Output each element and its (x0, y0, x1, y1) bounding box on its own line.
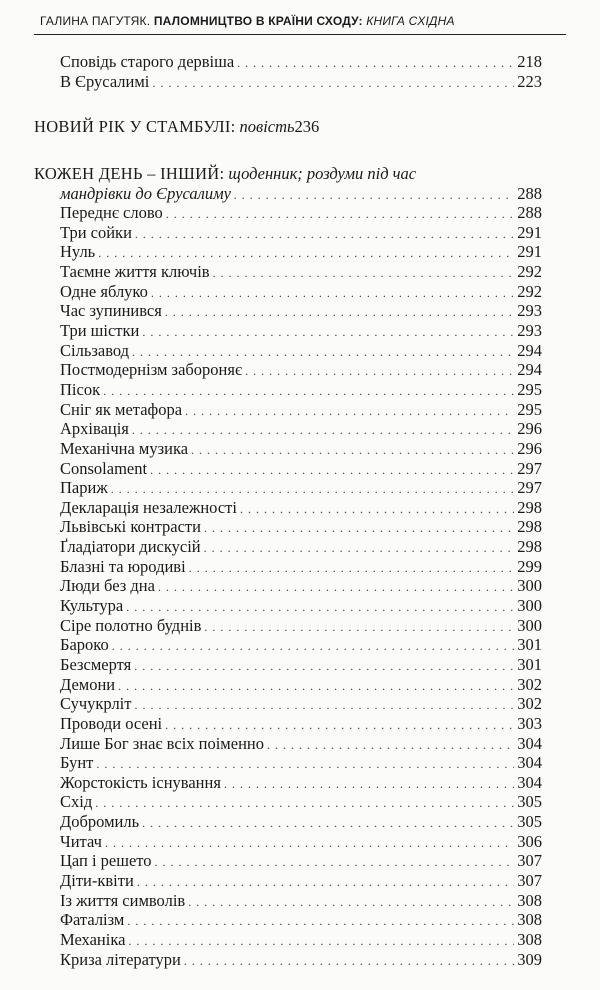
toc-entry (34, 891, 542, 911)
section-new-year (34, 117, 542, 137)
toc-entry (34, 714, 542, 734)
toc-entry-page: 308 (517, 890, 542, 910)
running-header (40, 14, 560, 28)
toc-entry-title: Лише Бог знає всіх поіменно (60, 733, 264, 753)
toc-entry-page: 223 (517, 71, 542, 91)
dot-leader (237, 54, 514, 74)
section-new-year-subtitle: повість (239, 117, 295, 137)
toc-entry-title: Механічна музика (60, 438, 189, 458)
dot-leader (184, 952, 514, 972)
toc-entry (34, 72, 542, 92)
toc-entry-page: 299 (517, 556, 542, 576)
toc-entry-title: Бунт (60, 753, 94, 773)
toc-entry-page: 305 (517, 812, 542, 832)
dot-leader (142, 323, 514, 343)
dot-leader (134, 657, 514, 677)
dot-leader (213, 264, 515, 284)
dot-leader (189, 559, 515, 579)
toc-entry (34, 478, 542, 498)
toc-entry-page: 304 (517, 753, 542, 773)
toc-entry (34, 655, 542, 675)
section-every-day-subtitle: щоденник; роздуми під час (228, 163, 417, 183)
toc-entry-title: Час зупинився (60, 301, 162, 321)
toc-entry-page: 304 (517, 733, 542, 753)
section-every-day-subtitle-2: мандрівки до Єрусалиму (60, 183, 231, 203)
toc-entry-title: Три шістки (60, 321, 140, 341)
entries (34, 203, 542, 969)
toc-entry (34, 52, 542, 72)
toc-entry-title: Пісок (60, 379, 101, 399)
toc-entry-title: Сільзавод (60, 340, 130, 360)
dot-leader (151, 284, 514, 304)
toc-entry (34, 871, 542, 891)
dot-leader (204, 618, 514, 638)
toc-entry (34, 223, 542, 243)
toc-entry (34, 517, 542, 537)
dot-leader (166, 205, 514, 225)
toc-entry-title: Діти-квіти (60, 870, 134, 890)
toc-entry-title: Сповідь старого дервіша (60, 52, 235, 71)
toc-entry (34, 675, 542, 695)
toc-entry-title: Львівські контрасти (60, 517, 201, 537)
toc-entry (34, 203, 542, 223)
toc-entry (34, 832, 542, 852)
toc-entry-title: Сіре полотно буднів (60, 615, 202, 635)
toc-entry-title: Декларація незалежності (60, 497, 237, 517)
toc-entry-title: Добромиль (60, 812, 140, 832)
toc-entry-page: 300 (517, 596, 542, 616)
section-every-day-continuation (34, 184, 542, 204)
toc-entry-page: 291 (517, 242, 542, 262)
toc-entry (34, 242, 542, 262)
header-author: ГАЛИНА ПАГУТЯК. (40, 14, 151, 28)
toc-entry-page: 308 (517, 929, 542, 949)
toc-entry-title: Криза літератури (60, 949, 181, 969)
toc-entry (34, 459, 542, 479)
toc-entry-page: 297 (517, 478, 542, 498)
toc-entry (34, 753, 542, 773)
toc-entry (34, 635, 542, 655)
dot-leader (128, 932, 514, 952)
dot-leader (152, 74, 514, 94)
dot-leader (105, 834, 514, 854)
toc-entry (34, 930, 542, 950)
dot-leader (188, 893, 514, 913)
toc-entry-page: 309 (517, 949, 542, 969)
toc-entry-title: Ґладіатори дискусій (60, 537, 201, 557)
toc-entry-page: 300 (517, 615, 542, 635)
toc-entry (34, 616, 542, 636)
toc-entry-page: 292 (517, 262, 542, 282)
toc-entry-title: Одне яблуко (60, 281, 148, 301)
dot-leader (137, 873, 514, 893)
toc-entry-page: 295 (517, 379, 542, 399)
toc-entry-title: Consolament (60, 458, 148, 478)
toc-entry-page: 308 (517, 910, 542, 930)
toc-entry-page: 298 (517, 497, 542, 517)
header-rule (34, 34, 566, 35)
header-genre: КНИГА СХІДНА (366, 14, 455, 28)
toc-entry (34, 301, 542, 321)
toc-entry-title: Читач (60, 831, 102, 851)
toc-entry (34, 341, 542, 361)
toc-entry-title: Таємне життя ключів (60, 262, 210, 282)
toc-entry (34, 400, 542, 420)
dot-leader (158, 578, 514, 598)
toc-entry-title: Демони (60, 674, 116, 694)
dot-leader (112, 637, 515, 657)
dot-leader (165, 303, 514, 323)
toc-entry (34, 498, 542, 518)
toc-entry (34, 792, 542, 812)
toc-entry-title: Механіка (60, 929, 126, 949)
toc-entry-page: 306 (517, 831, 542, 851)
toc-entry-page: 292 (517, 281, 542, 301)
toc-entry-title: Постмодернізм забороняє (60, 360, 243, 380)
toc-entry-title: Схід (60, 792, 93, 812)
toc-entry-page: 302 (517, 694, 542, 714)
toc-entry-page: 303 (517, 713, 542, 733)
toc-entry-page: 293 (517, 321, 542, 341)
toc-entry-page: 302 (517, 674, 542, 694)
toc-entry (34, 537, 542, 557)
toc-entry (34, 321, 542, 341)
toc-entry-page: 301 (517, 635, 542, 655)
toc-entry-page: 294 (517, 340, 542, 360)
toc-entry (34, 419, 542, 439)
table-of-contents (34, 52, 542, 969)
toc-entry-title: Париж (60, 478, 108, 498)
toc-entry-page: 300 (517, 576, 542, 596)
toc-entry (34, 773, 542, 793)
toc-entry (34, 557, 542, 577)
toc-entry-page: 288 (517, 203, 542, 223)
toc-entry-title: Безсмертя (60, 654, 132, 674)
toc-entry-title: Жорстокість існування (60, 772, 221, 792)
toc-entry-page: 293 (517, 301, 542, 321)
toc-entry-title: Сучукрліт (60, 694, 132, 714)
toc-entry-title: В Єрусалимі (60, 71, 150, 91)
toc-entry-title: Нуль (60, 242, 96, 262)
toc-entry-title: Блазні та юродиві (60, 556, 186, 576)
dot-leader (234, 186, 514, 206)
toc-entry-title: Архівація (60, 419, 129, 439)
toc-entry (34, 439, 542, 459)
toc-entry-page: 298 (517, 517, 542, 537)
section-new-year-page: 236 (294, 117, 320, 137)
toc-entry-page: 297 (517, 458, 542, 478)
toc-entry-title: Бароко (60, 635, 109, 655)
dot-leader (155, 853, 515, 873)
section-every-day-title: КОЖЕН ДЕНЬ – ІНШИЙ: (34, 163, 225, 183)
toc-entry-title: Три сойки (60, 222, 132, 242)
toc-entry (34, 734, 542, 754)
dot-leader (185, 402, 514, 422)
dot-leader (118, 677, 514, 697)
toc-entry-title: Проводи осені (60, 713, 163, 733)
toc-entry (34, 851, 542, 871)
dot-leader (204, 539, 515, 559)
toc-entry-page: 298 (517, 537, 542, 557)
toc-entry-title: Сніг як метафора (60, 399, 183, 419)
dot-leader (224, 775, 514, 795)
toc-entry-page: 218 (517, 52, 542, 71)
section-new-year-title: НОВИЙ РІК У СТАМБУЛІ: (34, 117, 236, 137)
dot-leader (132, 421, 514, 441)
dot-leader (267, 736, 514, 756)
toc-entry (34, 282, 542, 302)
toc-entry (34, 596, 542, 616)
toc-entry (34, 360, 542, 380)
dot-leader (142, 814, 514, 834)
section-every-day-page: 288 (517, 183, 542, 203)
dot-leader (191, 441, 514, 461)
toc-entry-page: 295 (517, 399, 542, 419)
dot-leader (134, 696, 514, 716)
dot-leader (245, 362, 514, 382)
toc-entry-title: Із життя символів (60, 890, 186, 910)
toc-entry (34, 812, 542, 832)
header-book-title: ПАЛОМНИЦТВО В КРАЇНИ СХОДУ: (153, 14, 363, 28)
toc-entry-title: Переднє слово (60, 203, 163, 223)
dot-leader (150, 461, 514, 481)
toc-entry-page: 304 (517, 772, 542, 792)
dot-leader (204, 519, 514, 539)
top-entries (34, 52, 542, 91)
toc-entry-title: Культура (60, 596, 124, 616)
dot-leader (240, 500, 514, 520)
toc-entry-title: Цап і решето (60, 851, 152, 871)
toc-entry (34, 910, 542, 930)
toc-entry-page: 296 (517, 438, 542, 458)
toc-entry-title: Фаталізм (60, 910, 125, 930)
toc-entry-page: 305 (517, 792, 542, 812)
toc-entry-page: 291 (517, 222, 542, 242)
dot-leader (127, 912, 514, 932)
toc-entry-page: 307 (517, 851, 542, 871)
toc-entry (34, 576, 542, 596)
toc-entry-page: 296 (517, 419, 542, 439)
toc-entry (34, 694, 542, 714)
toc-entry-page: 294 (517, 360, 542, 380)
toc-entry-page: 301 (517, 654, 542, 674)
toc-entry (34, 380, 542, 400)
section-every-day (34, 164, 542, 184)
toc-entry (34, 950, 542, 970)
dot-leader (135, 225, 514, 245)
toc-entry-page: 307 (517, 870, 542, 890)
toc-entry-title: Люди без дна (60, 576, 155, 596)
toc-entry (34, 262, 542, 282)
dot-leader (95, 794, 514, 814)
